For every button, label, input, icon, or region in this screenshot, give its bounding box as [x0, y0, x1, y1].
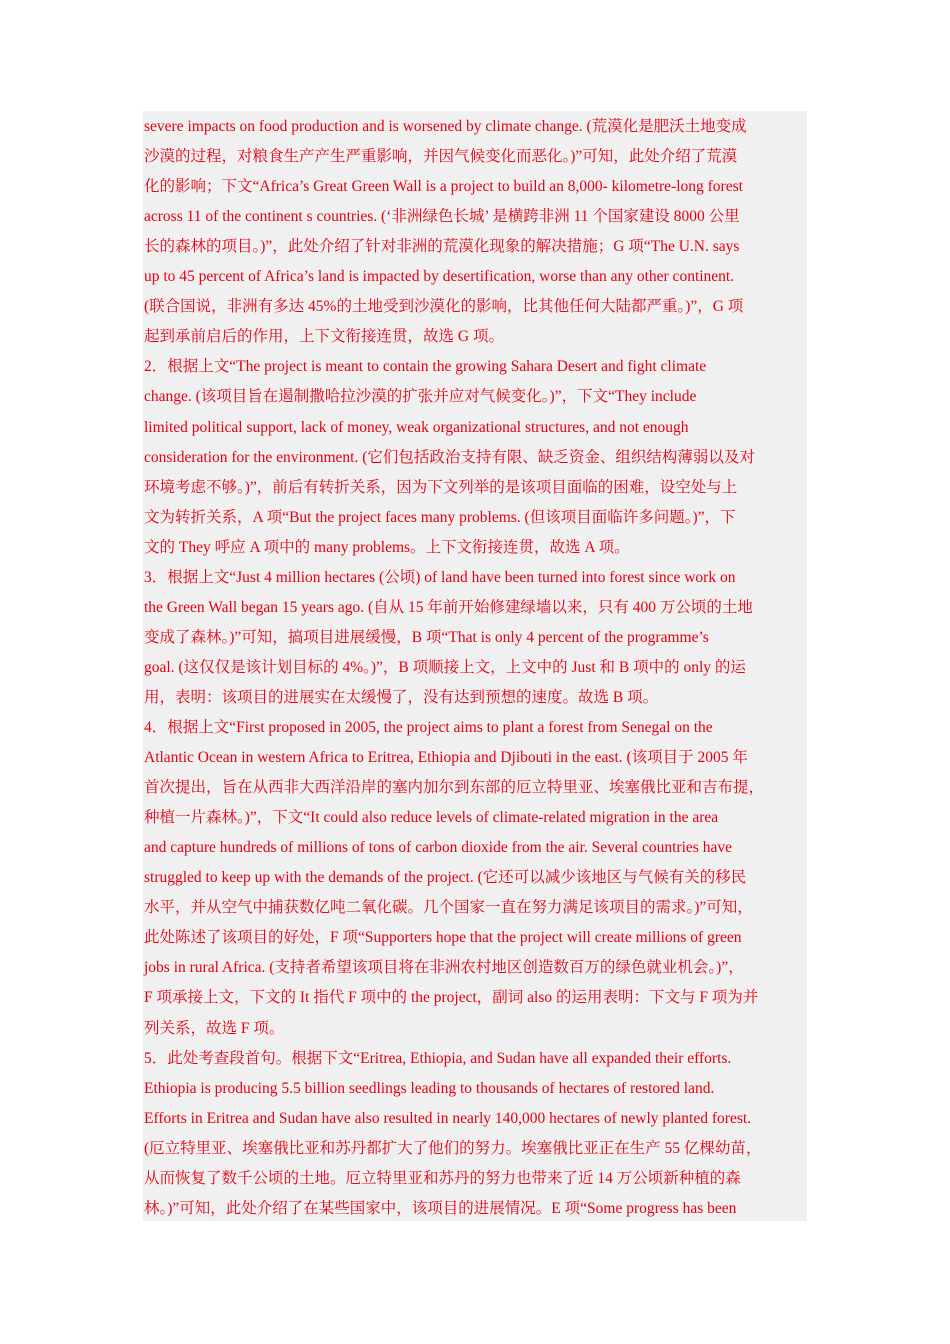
- text-line: 列关系，故选 F 项。: [144, 1019, 285, 1037]
- text-line: and capture hundreds of millions of tons of carbon dioxide from the air. Several countries have: [144, 839, 732, 857]
- text-line: across 11 of the continent s countries. (‘非洲绿色长城’ 是横跨非洲 11 个国家建设 8000 公里: [144, 208, 740, 226]
- text-line: 化的影响；下文“Africa’s Great Green Wall is a project to build an 8,000- kilometre-long forest: [144, 178, 743, 196]
- text-line: goal. (这仅仅是该计划目标的 4%。)”，B 项顺接上文，上文中的 Just 和 B 项中的 only 的运: [144, 658, 746, 676]
- text-line: up to 45 percent of Africa’s land is impacted by desertification, worse than any other continent.: [144, 268, 735, 286]
- text-line: jobs in rural Africa. (支持者希望该项目将在非洲农村地区创造数百万的绿色就业机会。)”，: [144, 959, 744, 977]
- text-line: 4．根据上文“First proposed in 2005, the project aims to plant a forest from Senegal on the: [144, 719, 713, 736]
- text-line: 沙漠的过程，对粮食生产产生严重影响，并因气候变化而恶化。)”可知，此处介绍了荒漠: [144, 148, 738, 166]
- text-line: 林。)”可知，此处介绍了在某些国家中，该项目的进展情况。E 项“Some progress has been: [144, 1199, 737, 1217]
- text-line: struggled to keep up with the demands of the project. (它还可以减少该地区与气候有关的移民: [144, 869, 747, 887]
- text-line: severe impacts on food production and is worsened by climate change. (荒漠化是肥沃土地变成: [144, 118, 747, 135]
- text-line: 5．此处考查段首句。根据下文“Eritrea, Ethiopia, and Sudan have all expanded their efforts.: [144, 1049, 732, 1067]
- text-line: 起到承前启后的作用，上下文衔接连贯，故选 G 项。: [144, 328, 504, 346]
- text-line: F 项承接上文，下文的 It 指代 F 项中的 the project，副词 also 的运用表明：下文与 F 项为并: [144, 989, 759, 1007]
- text-line: Ethiopia is producing 5.5 billion seedlings leading to thousands of hectares of restored land.: [144, 1079, 715, 1097]
- text-line: 3．根据上文“Just 4 million hectares (公顷) of land have been turned into forest since work on: [144, 568, 736, 586]
- text-line: 变成了森林。)”可知，搞项目进展缓慢，B 项“That is only 4 percent of the programme’s: [144, 628, 709, 646]
- text-line: 环境考虑不够。)”，前后有转折关系，因为下文列举的是该项目面临的困难，设空处与上: [144, 478, 738, 496]
- text-line: 2．根据上文“The project is meant to contain the growing Sahara Desert and fight climate: [144, 358, 707, 376]
- text-line: 文的 They 呼应 A 项中的 many problems。上下文衔接连贯，故选 A 项。: [144, 538, 630, 556]
- text-line: 用，表明：该项目的进展实在太缓慢了，没有达到预想的速度。故选 B 项。: [144, 688, 659, 706]
- answer-explanation-block: [143, 111, 807, 1221]
- text-line: limited political support, lack of money, weak organizational structures, and not enough: [144, 418, 689, 436]
- text-line: 从而恢复了数千公顷的土地。厄立特里亚和苏丹的努力也带来了近 14 万公顷新种植的森: [144, 1169, 741, 1187]
- text-line: (厄立特里亚、埃塞俄比亚和苏丹都扩大了他们的努力。埃塞俄比亚正在生产 55 亿棵幼苗，: [144, 1139, 762, 1157]
- text-line: the Green Wall began 15 years ago. (自从 15 年前开始修建绿墙以来，只有 400 万公顷的土地: [144, 598, 753, 616]
- text-line: 文为转折关系，A 项“But the project faces many problems. (但该项目面临许多问题。)”，下: [144, 508, 736, 526]
- text-line: (联合国说，非洲有多达 45%的土地受到沙漠化的影响，比其他任何大陆都严重。)”，G 项: [144, 298, 744, 316]
- text-line: 此处陈述了该项目的好处，F 项“Supporters hope that the project will create millions of green: [144, 929, 742, 947]
- text-line: 水平，并从空气中捕获数亿吨二氧化碳。几个国家一直在努力满足该项目的需求。)”可知，: [144, 899, 753, 917]
- text-line: Atlantic Ocean in western Africa to Eritrea, Ethiopia and Djibouti in the east. (该项目于 2005 年: [144, 749, 748, 767]
- text-line: 种植一片森林。)”，下文“It could also reduce levels of climate-related migration in the area: [144, 809, 719, 827]
- text-line: 长的森林的项目。)”，此处介绍了针对非洲的荒漠化现象的解决措施；G 项“The U.N. says: [144, 238, 740, 256]
- text-line: Efforts in Eritrea and Sudan have also resulted in nearly 140,000 hectares of newly planted forest.: [144, 1109, 752, 1127]
- text-line: 首次提出，旨在从西非大西洋沿岸的塞内加尔到东部的厄立特里亚、埃塞俄比亚和吉布提，: [144, 779, 765, 797]
- text-line: consideration for the environment. (它们包括政治支持有限、缺乏资金、组织结构薄弱以及对: [144, 448, 755, 466]
- text-line: change. (该项目旨在遏制撒哈拉沙漠的扩张并应对气候变化。)”，下文“They include: [144, 388, 697, 406]
